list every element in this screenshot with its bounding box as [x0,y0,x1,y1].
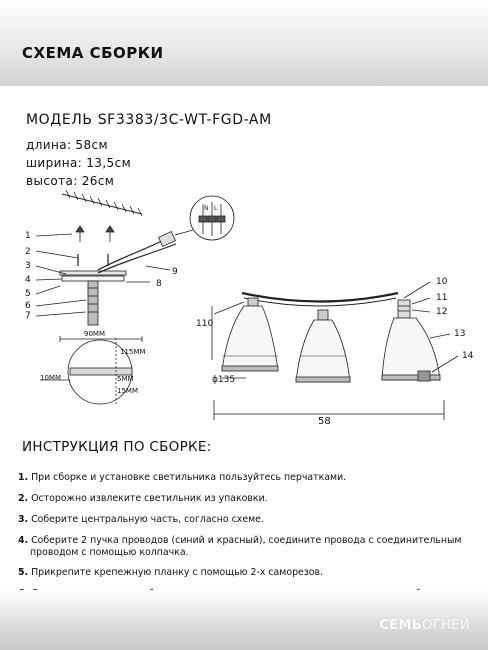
arm [242,293,398,302]
part-number: 9 [172,267,178,277]
part-number: 12 [436,307,448,317]
part-number: 8 [156,279,162,289]
spec-value: 13,5см [86,156,132,170]
part-number: 13 [454,329,466,339]
instructions-title: ИНСТРУКЦИЯ ПО СБОРКЕ: [22,439,212,455]
brand-bold: СЕМЬ [379,618,423,633]
spec-value: 26см [81,174,115,188]
brand-logo [379,618,470,633]
model-code: SF3383/3C-WT-FGD-AM [97,112,272,128]
mounting-plate [60,271,126,275]
list-item [18,493,483,505]
spec-width [26,156,131,170]
model-line [26,112,272,128]
part-number: 10 [436,277,448,287]
step-text: При сборке и установке светильника пользуйтесь перчатками. [31,472,347,483]
step-text: Прикрепите крепежную планку с помощью 2-х саморезов. [31,567,324,578]
list-item [18,472,483,484]
dim-label: 15MM [117,387,138,395]
step-text: Осторожно извлеките светильник из упаковки. [31,493,268,504]
dim-label: ϕ135 [212,375,236,385]
dim-label: 115MM [120,348,146,356]
part-number: 14 [462,351,474,361]
step-text-continued: проводом с помощью колпачка. [30,547,189,558]
shade-center [296,310,350,382]
ceiling-hatch [62,190,142,216]
wire-label: L [214,205,218,212]
canopy-side-bar [70,368,132,375]
step-text: Соберите 2 пучка проводов (синий и красный), соедините провода с соединительным [31,535,462,546]
step-number: 5. [18,567,29,578]
step-text: Соберите центральную часть, согласно схеме. [31,514,264,525]
step-number: 3. [18,514,29,525]
part-number: 6 [25,301,31,311]
page-title: СХЕМА СБОРКИ [22,44,164,62]
instruction-list [18,472,483,609]
dim-label: 110 [196,319,214,329]
step-number: 4. [18,535,29,546]
part-number: 2 [25,247,31,257]
list-item [18,567,483,579]
part-number: 11 [436,293,448,303]
part-number: 4 [25,275,31,285]
step-number: 1. [18,472,29,483]
spec-label: длина: [26,138,72,152]
dim-label: 5MM [117,375,134,383]
assembly-diagram [0,188,488,438]
spec-length [26,138,108,152]
header-band [0,0,488,86]
spec-label: высота: [26,174,78,188]
model-label: МОДЕЛЬ [26,112,93,128]
shade-right [382,300,440,381]
part-number: 7 [25,311,31,321]
spec-height [26,174,114,188]
brand-light: ОГНЕЙ [422,618,470,633]
dim-label: 90MM [84,330,105,338]
wire-label: N [204,205,209,212]
dim-label: 10MM [40,374,61,382]
shade-left [222,298,278,371]
spec-value: 58см [75,138,108,152]
list-item [18,514,483,526]
anchors [76,226,114,266]
part-number: 3 [25,261,31,271]
part-number: 1 [25,231,31,241]
list-item [18,535,483,559]
spec-label: ширина: [26,156,83,170]
part-number: 5 [25,289,31,299]
dim-label: 58 [318,416,331,427]
step-number: 2. [18,493,29,504]
